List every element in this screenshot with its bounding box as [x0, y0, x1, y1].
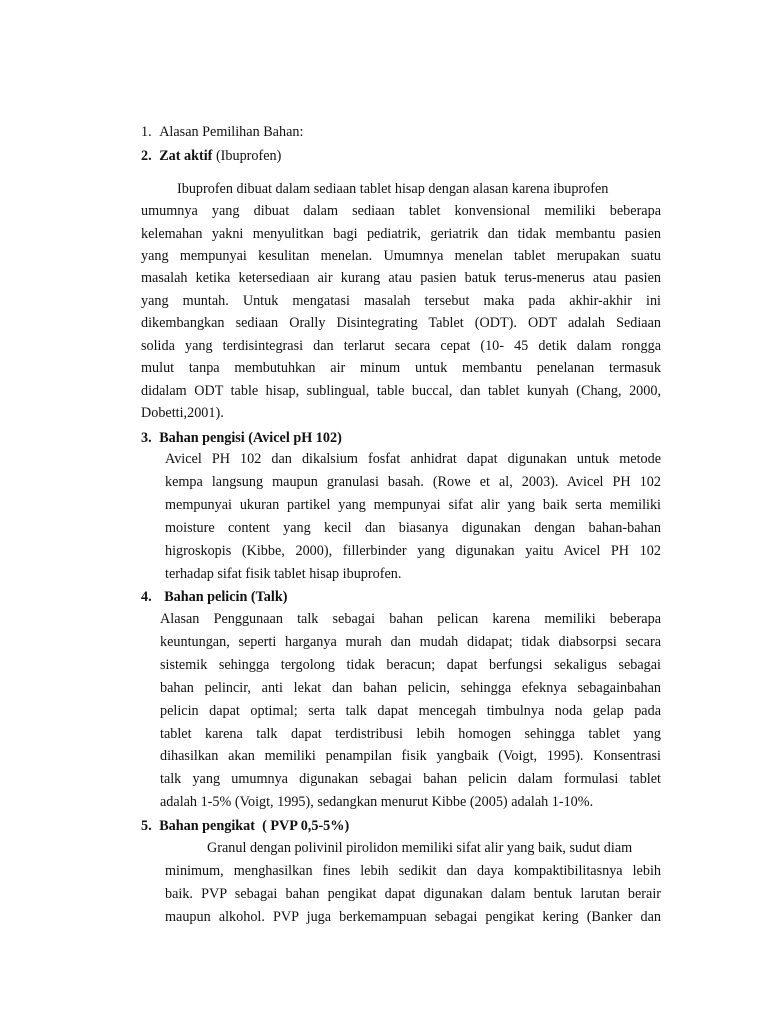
text-line: didalam ODT table hisap, sublingual, table buccal, dan tablet kunyah (Chang, 2000, — [141, 383, 661, 399]
text-line: keuntungan, seperti harganya murah dan mudah didapat; tidak diabsorpsi secara — [160, 634, 661, 650]
item-number: 2. — [141, 148, 152, 164]
text-line: mempunyai ukuran partikel yang mempunyai sifat alir yang baik serta memiliki — [165, 497, 661, 513]
item-number: 5. — [141, 818, 152, 834]
text-line: umumnya yang dibuat dalam sediaan tablet konvensional memiliki beberapa — [141, 203, 661, 219]
text-line: tablet karena talk dapat terdistribusi lebih homogen sehingga tablet yang — [160, 726, 661, 742]
item-heading: Zat aktif — [159, 148, 213, 164]
item-4 — [141, 588, 287, 606]
text-line: kempa langsung maupun granulasi basah. (Rowe et al, 2003). Avicel PH 102 — [165, 474, 661, 490]
item-number: 3. — [141, 430, 152, 446]
text-line: Granul dengan polivinil pirolidon memiliki sifat alir yang baik, sudut diam — [207, 840, 633, 856]
text-line: Alasan Penggunaan talk sebagai bahan pelican karena memiliki beberapa — [160, 611, 661, 627]
text-line: dikembangkan sediaan Orally Disintegrating Tablet (ODT). ODT adalah Sediaan — [141, 315, 661, 331]
item-heading-suffix: ( PVP 0,5-5%) — [255, 818, 350, 834]
text-line: talk yang umumnya digunakan sebagai bahan pelicin dalam formulasi tablet — [160, 771, 661, 787]
text-line: pelicin dapat optimal; serta talk dapat mencegah timbulnya noda gelap pada — [160, 703, 661, 719]
text-line: yang mempunyai kesulitan menelan. Umumnya menelan tablet merupakan suatu — [141, 248, 661, 264]
text-line: sistemik sehingga tergolong tidak beracun; dapat berfungsi sekaligus sebagai — [160, 657, 661, 673]
text-line: higroskopis (Kibbe, 2000), fillerbinder yang digunakan yaitu Avicel PH 102 — [165, 543, 661, 559]
item-heading: Alasan Pemilihan Bahan: — [159, 124, 304, 140]
text-line: Avicel PH 102 dan dikalsium fosfat anhidrat dapat digunakan untuk metode — [165, 451, 661, 467]
text-line: terhadap sifat fisik tablet hisap ibuprofen. — [165, 566, 402, 582]
item-2 — [141, 147, 281, 165]
item-1 — [141, 123, 303, 141]
text-line: mulut tanpa membutuhkan air minum untuk membantu penelanan termasuk — [141, 360, 661, 376]
text-line: adalah 1-5% (Voigt, 1995), sedangkan menurut Kibbe (2005) adalah 1-10%. — [160, 794, 594, 810]
text-line: minimum, menghasilkan fines lebih sedikit dan daya kompaktibilitasnya lebih — [165, 863, 661, 879]
item-3 — [141, 429, 342, 447]
item-number: 1. — [141, 124, 152, 140]
item-5 — [141, 817, 349, 835]
text-line: Ibuprofen dibuat dalam sediaan tablet hisap dengan alasan karena ibuprofen — [177, 181, 609, 197]
item-heading-suffix: (Ibuprofen) — [212, 148, 282, 164]
item-heading: Bahan pengisi (Avicel pH 102) — [159, 430, 342, 446]
text-line: kelemahan yakni menyulitkan bagi pediatrik, geriatrik dan tidak membantu pasien — [141, 226, 661, 242]
text-line: yang muntah. Untuk mengatasi masalah tersebut maka pada akhir-akhir ini — [141, 293, 661, 309]
text-line: masalah ketika ketersediaan air kurang atau pasien batuk terus-menerus atau pasien — [141, 270, 661, 286]
text-line: dihasilkan akan memiliki penampilan fisik yangbaik (Voigt, 1995). Konsentrasi — [160, 748, 661, 764]
text-line: maupun alkohol. PVP juga berkemampuan sebagai pengikat kering (Banker dan — [165, 909, 661, 925]
item-heading: Bahan pelicin (Talk) — [164, 589, 288, 605]
text-line: baik. PVP sebagai bahan pengikat dapat digunakan dalam bentuk larutan berair — [165, 886, 661, 902]
item-number: 4. — [141, 589, 152, 605]
item-heading: Bahan pengikat — [159, 818, 255, 834]
text-line: moisture content yang kecil dan biasanya digunakan dengan bahan-bahan — [165, 520, 661, 536]
text-line: solida yang terdisintegrasi dan terlarut secara cepat (10- 45 detik dalam rongga — [141, 338, 661, 354]
text-line: bahan pelincir, anti lekat dan bahan pelicin, sehingga efeknya sebagainbahan — [160, 680, 661, 696]
text-line: Dobetti,2001). — [141, 405, 224, 421]
